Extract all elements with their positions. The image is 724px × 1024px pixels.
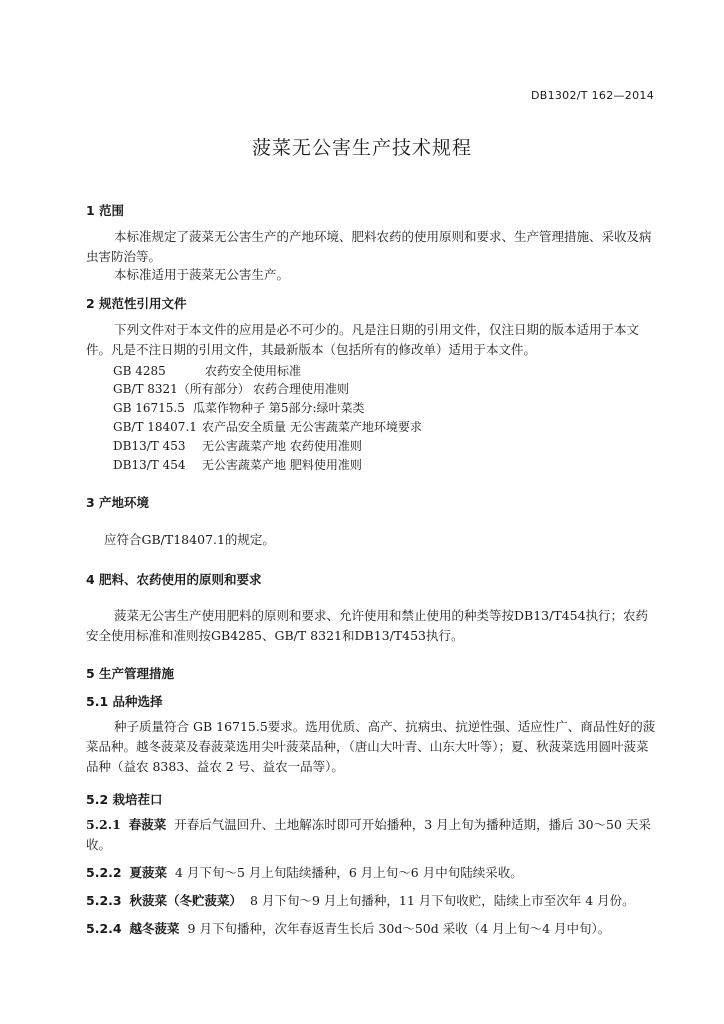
reference-code: GB 16715.5	[113, 401, 185, 415]
section-5-heading: 5 生产管理措施	[86, 666, 175, 681]
reference-title: 瓜菜作物种子 第5部分:绿叶菜类	[193, 401, 365, 415]
reference-item	[113, 437, 362, 454]
reference-code: GB 4285	[113, 364, 166, 378]
reference-item	[113, 380, 349, 397]
clause-5-2-2	[86, 863, 523, 881]
section-4-heading: 4 肥料、农药使用的原则和要求	[86, 572, 262, 587]
clause-text: 9 月下旬播种，次年春返青生长后 30d～50d 采收（4 月上旬～4 月中旬）。	[187, 921, 611, 936]
reference-title: 农药安全使用标准	[205, 364, 302, 378]
clause-name: 越冬菠菜	[129, 921, 180, 936]
clause-number: 5.2.2	[86, 865, 122, 880]
section-1-paragraph-2	[86, 265, 656, 285]
section-1-paragraph-1-text: 本标准规定了菠菜无公害生产的产地环境、肥料农药的使用原则和要求、生产管理措施、采收及病虫害防治等。	[86, 229, 652, 264]
reference-title: 农产品安全质量 无公害蔬菜产地环境要求	[202, 420, 422, 434]
reference-item	[113, 399, 365, 416]
clause-5-2-4	[86, 919, 610, 937]
reference-item	[113, 362, 301, 379]
section-5-1-paragraph	[86, 717, 656, 777]
section-2-heading: 2 规范性引用文件	[86, 296, 187, 311]
section-4-paragraph-text: 菠菜无公害生产使用肥料的原则和要求、允许使用和禁止使用的种类等按DB13/T454执行；农药安全使用标准和准则按GB4285、GB/T 8321和DB13/T453执行。	[86, 608, 649, 643]
reference-title: 无公害蔬菜产地 农药使用准则	[202, 439, 362, 453]
section-1-paragraph-2-text: 本标准适用于菠菜无公害生产。	[114, 267, 290, 282]
clause-number: 5.2.4	[86, 921, 122, 936]
section-5-2-heading: 5.2 栽培茬口	[86, 792, 163, 807]
section-5-1-heading: 5.1 品种选择	[86, 694, 163, 709]
clause-text: 开春后气温回升、土地解冻时即可开始播种，3 月上旬为播种适期，播后 30～50 天采收。	[86, 817, 651, 852]
section-1-paragraph-1	[86, 227, 656, 267]
reference-item	[113, 418, 422, 435]
section-1-heading: 1 范围	[86, 203, 125, 218]
reference-code: DB13/T 454	[113, 458, 186, 472]
clause-name: 春菠菜	[128, 817, 167, 832]
clause-text: 8 月下旬～9 月上旬播种，11 月下旬收贮，陆续上市至次年 4 月份。	[250, 893, 635, 908]
document-number: DB1302/T 162—2014	[530, 89, 654, 102]
reference-code: GB/T 18407.1	[113, 420, 197, 434]
section-5-1-paragraph-text: 种子质量符合 GB 16715.5要求。选用优质、高产、抗病虫、抗逆性强、适应性广、商品性好的菠菜品种。越冬菠菜及春菠菜选用尖叶菠菜品种，（唐山大叶青、山东大叶等）；夏、秋菠菜选用圆叶菠菜品种（益农 8383、益农 2 号、益农一品等）。	[86, 719, 656, 774]
section-2-intro	[86, 320, 656, 360]
reference-code: GB/T 8321（所有部分）	[113, 382, 250, 396]
clause-5-2-3	[86, 891, 635, 909]
reference-code: DB13/T 453	[113, 439, 186, 453]
clause-text: 4 月下旬～5 月上旬陆续播种，6 月上旬～6 月中旬陆续采收。	[175, 865, 523, 880]
reference-title: 无公害蔬菜产地 肥料使用准则	[202, 458, 362, 472]
clause-name: 秋菠菜（冬贮菠菜）	[129, 893, 243, 908]
section-3-heading: 3 产地环境	[86, 495, 150, 510]
section-2-intro-text: 下列文件对于本文件的应用是必不可少的。凡是注日期的引用文件，仅注日期的版本适用于本文件。凡是不注日期的引用文件，其最新版本（包括所有的修改单）适用于本文件。	[86, 322, 640, 357]
reference-item	[113, 456, 362, 473]
clause-name: 夏菠菜	[129, 865, 168, 880]
section-3-paragraph: 应符合GB/T18407.1的规定。	[104, 532, 275, 547]
clause-number: 5.2.3	[86, 893, 122, 908]
clause-number: 5.2.1	[86, 817, 121, 832]
document-title: 菠菜无公害生产技术规程	[251, 137, 472, 159]
reference-title: 农药合理使用准则	[253, 382, 350, 396]
clause-5-2-1	[86, 815, 656, 855]
section-4-paragraph	[86, 606, 656, 646]
